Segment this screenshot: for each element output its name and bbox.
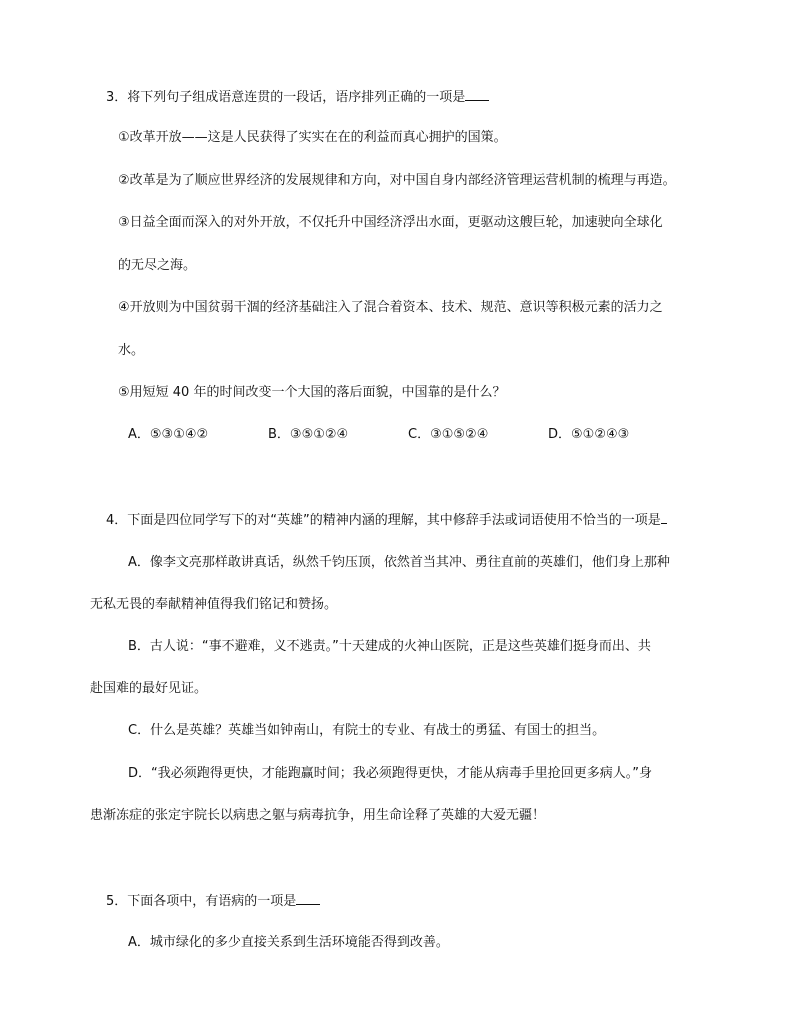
answer-blank (296, 892, 320, 905)
q3-sentence-5: ⑤用短短 40 年的时间改变一个大国的落后面貌，中国靠的是什么？ (118, 385, 506, 400)
q3-options (128, 426, 688, 444)
answer-blank (465, 88, 489, 101)
q3-sentence-2: ②改革是为了顺应世界经济的发展规律和方向，对中国自身内部经济管理运营机制的梳理与再造。 (118, 173, 676, 188)
question-3-stem: 3．将下列句子组成语意连贯的一段话，语序排列正确的一项是 (106, 88, 489, 107)
q3-option-b: B．③⑤①②④ (268, 427, 349, 442)
question-5-stem: 5．下面各项中，有语病的一项是 (106, 892, 320, 911)
q3-sentence-1: ①改革开放——这是人民获得了实实在在的利益而真心拥护的国策。 (118, 130, 507, 145)
q4-option-d-line1: D．“我必须跑得更快，才能跑赢时间；我必须跑得更快，才能从病毒手里抢回更多病人。”身 (128, 766, 652, 781)
answer-blank (661, 511, 667, 524)
q4-option-d-line2: 患渐冻症的张定宇院长以病患之躯与病毒抗争，用生命诠释了英雄的大爱无疆！ (90, 808, 546, 823)
question-4-stem: 4．下面是四位同学写下的对“英雄”的精神内涵的理解，其中修辞手法或词语使用不恰当的一项是 (106, 511, 667, 530)
q4-option-b-line2: 赴国难的最好见证。 (90, 681, 208, 696)
q5-option-a: A．城市绿化的多少直接关系到生活环境能否得到改善。 (128, 935, 449, 950)
q3-option-a: A．⑤③①④② (128, 427, 209, 442)
q3-sentence-3: ③日益全面而深入的对外开放，不仅托升中国经济浮出水面，更驱动这艘巨轮，加速驶向全球化 (118, 215, 663, 230)
q4-option-b-line1: B．古人说：“事不避难，义不逃责。”十天建成的火神山医院，正是这些英雄们挺身而出、共 (128, 639, 651, 654)
q4-option-c: C．什么是英雄？英雄当如钟南山，有院士的专业、有战士的勇猛、有国士的担当。 (128, 723, 606, 738)
q3-option-c: C．③①⑤②④ (408, 427, 489, 442)
q3-sentence-3-cont: 的无尽之海。 (118, 258, 197, 273)
q3-option-d: D．⑤①②④③ (548, 427, 630, 442)
q3-sentence-4: ④开放则为中国贫弱干涸的经济基础注入了混合着资本、技术、规范、意识等积极元素的活力之 (118, 300, 663, 315)
q4-option-a-line1: A．像李文亮那样敢讲真话，纵然千钧压顶，依然首当其冲、勇往直前的英雄们，他们身上那种 (128, 555, 670, 570)
q4-option-a-line2: 无私无畏的奉献精神值得我们铭记和赞扬。 (90, 597, 338, 612)
q3-sentence-4-cont: 水。 (118, 343, 145, 358)
